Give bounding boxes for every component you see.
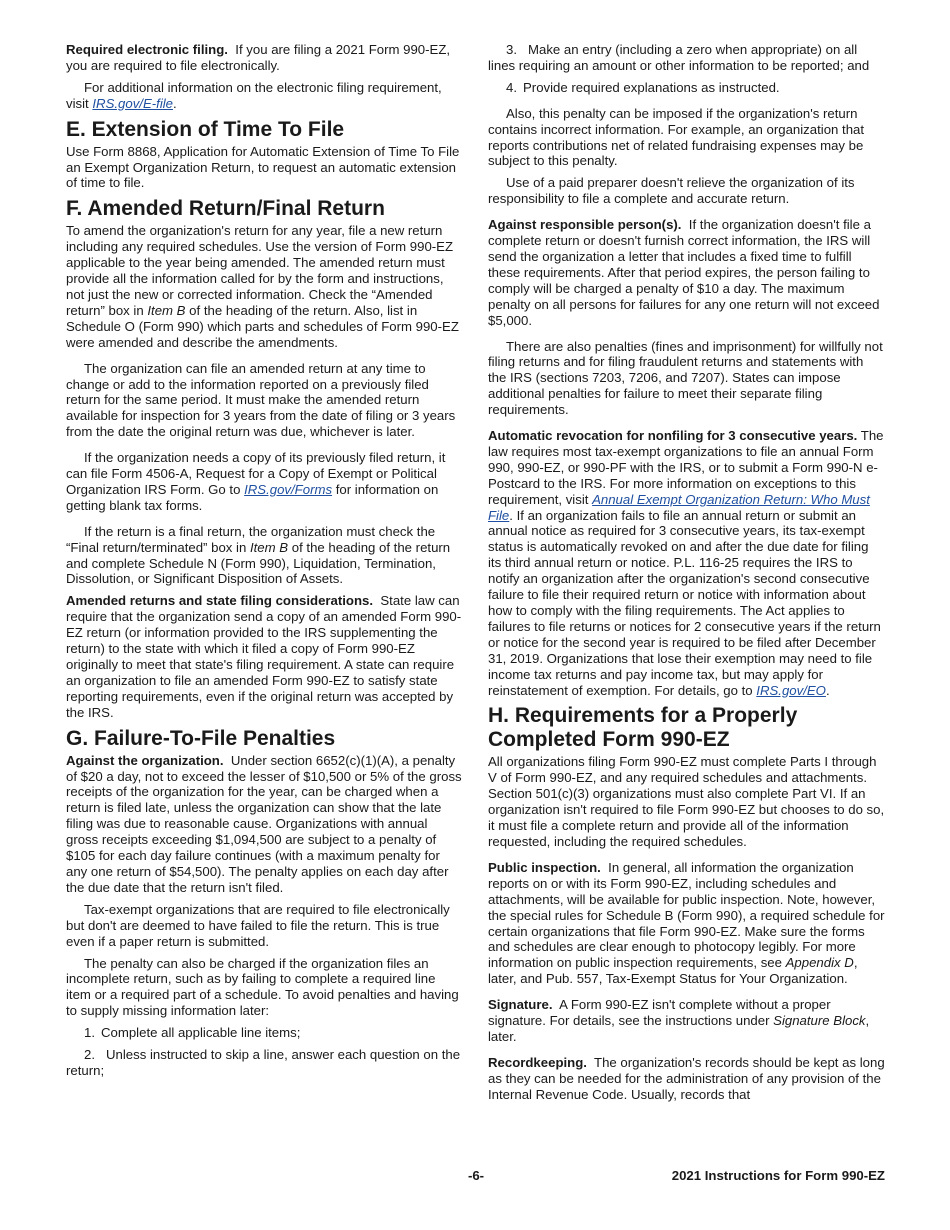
amend-p1-text-a: To amend the organization's return for any year, file a new return including any required schedules. Use the version of Form 990-EZ applicable to the year being amended. The amended return must provide all the information called for by the form and instructions, not just the new or corrected information. Check the “Amended return” box in (66, 223, 454, 318)
automatic-revocation-text-b: . If an organization fails to file an annual return or submit an annual notice as required for 3 consecutive years, its tax-exempt status is automatically revoked on and after the due date for filing its third annual return or notice. P.L. 116-25 requires the IRS to notify an organization after the organization's second consecutive failure to file their required return or notice with information about how to comply with the filing requirements. The Act applies to failures to file returns or notices for 2 consecutive years if the return or notice for the second year is required to be filed after December 31, 2019. Organizations that lose their exemption may need to file income tax returns and pay income tax, but may apply for reinstatement of exemption. For details, go to (488, 507, 881, 698)
list-item-1-number: 1. (84, 1025, 95, 1041)
list-item-4-number: 4. (506, 79, 517, 95)
recordkeeping-paragraph (488, 1055, 885, 1103)
tax-exempt-paragraph: Tax-exempt organizations that are required to file electronically but don't are deemed to have failed to file the return. This is true even if a paper return is submitted. (66, 901, 450, 949)
state-filing-heading: Amended returns and state filing considerations. (66, 593, 374, 609)
irs-forms-link[interactable]: IRS.gov/Forms (244, 481, 333, 497)
automatic-revocation-period: . (825, 682, 830, 698)
appendix-d-ref: Appendix D (785, 955, 854, 971)
responsible-persons-paragraph (488, 217, 885, 328)
automatic-revocation-heading: Automatic revocation for nonfiling for 3 consecutive years. (488, 428, 858, 444)
signature-block-ref: Signature Block (773, 1013, 866, 1029)
section-g-heading: G. Failure-To-File Penalties (66, 726, 336, 750)
list-item-4-text: Provide required explanations as instructed. (523, 79, 780, 95)
section-f-heading: F. Amended Return/Final Return (66, 197, 385, 221)
section-h-text: All organizations filing Form 990-EZ must complete Parts I through V of Form 990-EZ, and any required schedules and attachments. Section 501(c)(3) organizations must also complete Part VI. If an organization isn't required to file Form 990-EZ but chooses to do so, it must file a complete return and provide all of the information requested, including the required schedules. (488, 754, 885, 849)
amend-paragraph-1 (66, 223, 463, 350)
amend-p4-item-b: Item B (249, 539, 289, 555)
additional-info-paragraph (66, 80, 463, 112)
against-org-paragraph (66, 753, 463, 896)
amend-p4-text-a: If the return is a final return, the organization must check the “Final return/terminated” box in (66, 523, 436, 555)
page-footer (66, 1168, 885, 1186)
paid-preparer-paragraph: Use of a paid preparer doesn't relieve the organization of its responsibility to file a complete and accurate return. (488, 175, 855, 207)
against-org-text: Under section 6652(c)(1)(A), a penalty of $20 a day, not to exceed the lesser of $10,500 or 5% of the gross receipts of the organization for the year, can be charged when a return is filed late, unless the organization can show that the late filing was due to reasonable cause. Organizations with annual gross receipts exceeding $1,094,500 are subject to a penalty of $105 for each day failure continues (with a maximum penalty for any one return of $54,500). The penalty applies on each day after the due date that the return isn't filed. (66, 752, 462, 895)
amend-p3-text-b: for information on getting blank tax forms. (66, 481, 439, 513)
signature-paragraph (488, 997, 885, 1045)
list-item-1-text: Complete all applicable line items; (101, 1025, 301, 1041)
signature-text-a: A Form 990-EZ isn't complete without a proper signature. For details, see the instructions under (488, 997, 831, 1029)
amend-paragraph-4 (66, 524, 463, 588)
list-item-1 (66, 1025, 463, 1041)
electronic-filing-heading: Required electronic filing. (66, 42, 228, 57)
additional-info-period: . (173, 95, 177, 111)
public-inspection-text-a: In general, all information the organization reports on or with its Form 990-EZ, including schedules and attachments, will be available for public inspection. Note, however, the special rules for Schedule B (Form 990), a required schedule for certain organizations that file Form 990-EZ. Make sure the forms and schedules are clear enough to photocopy legibly. For more information on public inspection requirements, see (488, 859, 885, 971)
recordkeeping-heading: Recordkeeping. (488, 1054, 587, 1070)
amend-p1-item-b: Item B (147, 302, 186, 318)
section-h-heading: H. Requirements for a Properly Completed Form 990-EZ (488, 704, 798, 752)
list-item-3-text: Make an entry (including a zero when appropriate) on all lines requiring an amount or other information to be reported; and (488, 42, 870, 73)
list-item-3 (488, 42, 885, 74)
automatic-revocation-paragraph (488, 428, 885, 698)
automatic-revocation-text-a: The law requires most tax-exempt organizations to file an annual Form 990, 990-EZ, or 990-PF with the IRS, or to submit a Form 990-N e-Postcard to the IRS. For more information on exceptions to this requirement, visit (488, 428, 884, 507)
footer-title: 2021 Instructions for Form 990-EZ (671, 1168, 885, 1183)
incorrect-info-paragraph: Also, this penalty can be imposed if the organization's return contains incorrect information. For example, an organization that reports contributions net of related fundraising expenses may be subject to this penalty. (488, 105, 865, 169)
state-filing-text: State law can require that the organization send a copy of an amended Form 990-EZ return (or information provided to the IRS supplementing the return) to the state with which it filed a copy of Form 990-EZ originally to meet that state's filing requirement. A state can require an organization to file an amended Form 990-EZ to satisfy state reporting requirements, even if the original return was accepted by the IRS. (66, 593, 462, 720)
amend-p4-text-b: of the heading of the return and complete Schedule N (Form 990), Liquidation, Termination, Dissolution, or Significant Disposition of Assets. (66, 539, 451, 587)
public-inspection-heading: Public inspection. (488, 859, 601, 875)
electronic-filing-paragraph (66, 42, 463, 74)
list-item-2 (66, 1047, 463, 1079)
irs-efile-link[interactable]: IRS.gov/E-file (92, 95, 174, 111)
responsible-persons-heading: Against responsible person(s). (488, 217, 682, 233)
right-column (488, 42, 885, 1109)
electronic-filing-text: If you are filing a 2021 Form 990-EZ, you are required to file electronically. (66, 42, 451, 73)
signature-heading: Signature. (488, 997, 553, 1013)
public-inspection-paragraph (488, 860, 885, 987)
amend-p3-text-a: If the organization needs a copy of its previously filed return, it can file Form 4506-A, Request for a Copy of Exempt or Political Organization IRS Form. Go to (66, 450, 446, 497)
fines-paragraph: There are also penalties (fines and imprisonment) for willfully not filing returns and for filing fraudulent returns and statements with the IRS (sections 7203, 7206, and 7207). States can impose additional penalties for failure to meet their separate filing requirements. (488, 338, 883, 418)
left-column (66, 42, 463, 1085)
state-filing-paragraph (66, 593, 463, 720)
who-must-file-link[interactable]: Annual Exempt Organization Return: Who Must File (488, 491, 870, 523)
amend-paragraph-3 (66, 450, 463, 514)
list-item-4 (488, 80, 885, 96)
irs-eo-link[interactable]: IRS.gov/EO (756, 682, 826, 698)
incomplete-return-paragraph: The penalty can also be charged if the organization files an incomplete return, such as by failing to complete a required line item or a required part of a schedule. To avoid penalties and having to supply missing information later: (66, 955, 459, 1019)
section-e-text: Use Form 8868, Application for Automatic Extension of Time To File an Exempt Organization Return, to request an automatic extension of time to file. (66, 143, 460, 191)
additional-info-text: For additional information on the electronic filing requirement, visit (66, 79, 442, 111)
responsible-persons-text: If the organization doesn't file a complete return or doesn't furnish correct information, the IRS will send the organization a letter that includes a fixed time to fulfill these requirements. After that period expires, the person failing to comply will be charged a penalty of $10 a day. The maximum penalty on all persons for failures for any one return will not exceed $5,000. (488, 217, 880, 328)
page-number: -6- (467, 1168, 485, 1183)
amend-paragraph-2: The organization can file an amended return at any time to change or add to the information reported on a previously filed return for the same period. It must make the amended return available for inspection for 3 years from the date of filing or 3 years from the date the original return was due, whichever is later. (66, 360, 456, 440)
public-inspection-text-b: , later, and Pub. 557, Tax-Exempt Status for Your Organization. (488, 955, 858, 987)
list-item-2-number: 2. (84, 1047, 95, 1063)
against-org-heading: Against the organization. (66, 752, 224, 768)
recordkeeping-text: The organization's records should be kept as long as they can be needed for the administration of any provision of the Internal Revenue Code. Usually, records that (488, 1054, 885, 1102)
signature-text-b: , later. (488, 1013, 870, 1044)
amend-p1-text-b: of the heading of the return. Also, list in Schedule O (Form 990) which parts and schedules of Form 990-EZ were amended and describe the amendments. (66, 302, 459, 350)
section-e-heading: E. Extension of Time To File (66, 117, 345, 141)
list-item-3-number: 3. (506, 42, 517, 57)
list-item-2-text: Unless instructed to skip a line, answer each question on the return; (66, 1047, 461, 1078)
